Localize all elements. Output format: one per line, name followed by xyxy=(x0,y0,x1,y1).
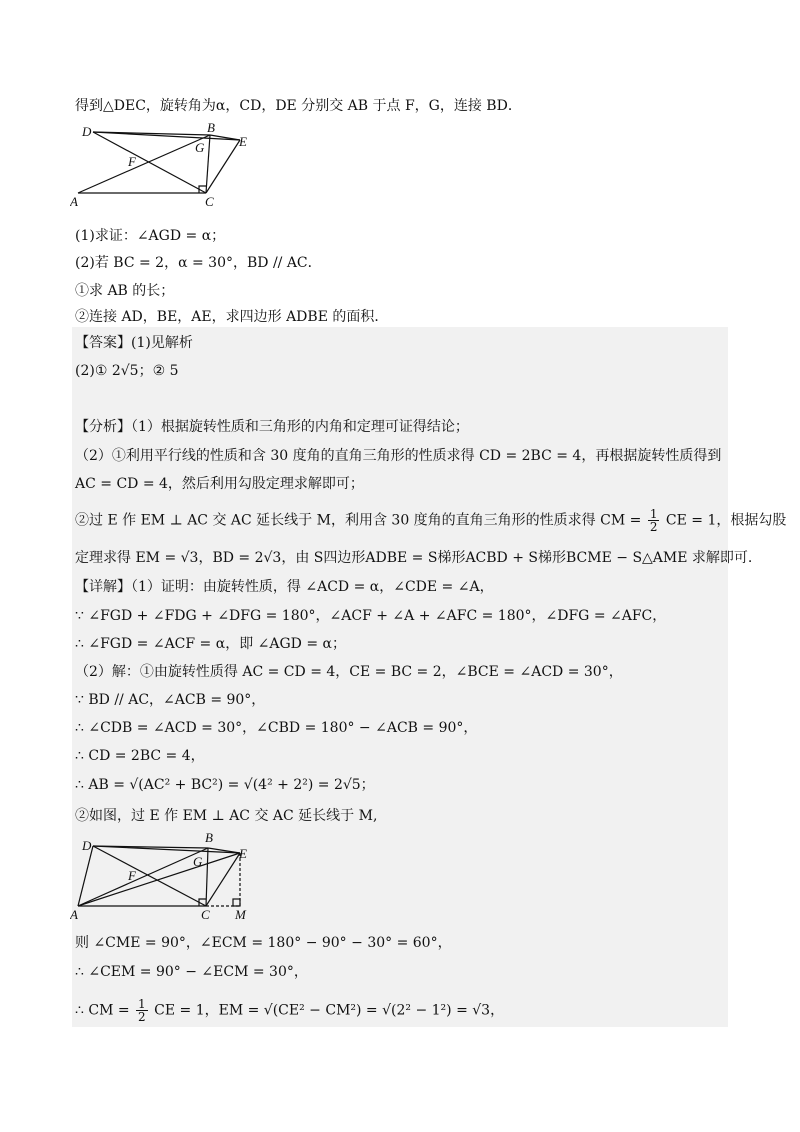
label-E: E xyxy=(239,846,247,861)
seg-CE xyxy=(206,140,240,193)
label-F: F xyxy=(128,154,136,169)
detail-11: ∴ ∠CEM = 90° − ∠ECM = 30°， xyxy=(75,964,308,980)
detail-12-end: CE = 1，EM = √(CE² − CM²) = √(2² − 1²) = √3， xyxy=(154,1002,505,1019)
answer-1: 【答案】(1)见解析 xyxy=(75,335,193,351)
answer-2: (2)① 2√5；② 5 xyxy=(75,363,179,379)
label-D: D xyxy=(82,838,92,853)
analysis-5: 定理求得 EM = √3，BD = 2√3，由 S四边形ADBE = S梯形ACBD + S梯形BCME − S△AME 求解即可. xyxy=(75,550,753,566)
label-F: F xyxy=(128,868,136,883)
label-D: D xyxy=(82,124,92,139)
analysis-4 xyxy=(75,508,786,533)
detail-9: ②如图，过 E 作 EM ⊥ AC 交 AC 延长线于 M, xyxy=(75,808,378,824)
analysis-2: （2）①利用平行线的性质和含 30 度角的直角三角形的性质求得 CD = 2BC = 4，再根据旋转性质得到 xyxy=(75,448,722,464)
detail-2: ∵ ∠FGD + ∠FDG + ∠DFG = 180°，∠ACF + ∠A + ∠AFC = 180°，∠DFG = ∠AFC， xyxy=(75,608,667,624)
detail-6: ∴ ∠CDB = ∠ACD = 30°，∠CBD = 180° − ∠ACB = 90°， xyxy=(75,720,478,736)
question-1: (1)求证：∠AGD = α； xyxy=(75,228,226,244)
label-M: M xyxy=(235,907,246,922)
detail-12-start: ∴ CM = xyxy=(75,1002,130,1019)
detail-7: ∴ CD = 2BC = 4， xyxy=(75,748,205,764)
seg-AD xyxy=(78,846,93,906)
analysis-4-start: ②过 E 作 EM ⊥ AC 交 AC 延长线于 M，利用含 30 度角的直角三角形的性质求得 CM = xyxy=(75,512,642,529)
question-2: (2)若 BC = 2，α = 30°，BD // AC． xyxy=(75,255,322,271)
detail-4: （2）解：①由旋转性质得 AC = CD = 4，CE = BC = 2，∠BCE = ∠ACD = 30°， xyxy=(75,664,623,680)
question-2-part-2: ②连接 AD，BE，AE，求四边形 ADBE 的面积． xyxy=(75,309,389,325)
label-B: B xyxy=(207,120,215,135)
detail-10: 则 ∠CME = 90°，∠ECM = 180° − 90° − 30° = 60°， xyxy=(75,935,452,951)
seg-AE xyxy=(78,853,240,906)
seg-DC xyxy=(93,132,206,193)
detail-8: ∴ AB = √(AC² + BC²) = √(4² + 2²) = 2√5； xyxy=(75,777,375,793)
label-A: A xyxy=(70,194,78,209)
seg-BC xyxy=(206,848,208,906)
seg-DC xyxy=(93,846,206,906)
detail-12 xyxy=(75,998,504,1023)
question-2-part-1: ①求 AB 的长； xyxy=(75,283,175,299)
fraction-half-2: $\frac{1}{2}$ xyxy=(138,997,146,1024)
label-C: C xyxy=(205,194,214,209)
label-B: B xyxy=(205,830,213,845)
seg-CE xyxy=(206,853,240,906)
label-A: A xyxy=(70,907,78,922)
analysis-1: 【分析】（1）根据旋转性质和三角形的内角和定理可证得结论； xyxy=(75,419,469,435)
seg-BC xyxy=(206,135,210,193)
figure-1 xyxy=(70,120,260,212)
detail-5: ∵ BD // AC，∠ACB = 90°， xyxy=(75,692,266,708)
label-G: G xyxy=(195,140,205,155)
label-G: G xyxy=(193,854,203,869)
detail-1: 【详解】（1）证明：由旋转性质，得 ∠ACD = α，∠CDE = ∠A， xyxy=(75,579,494,595)
label-C: C xyxy=(201,907,210,922)
analysis-3: AC = CD = 4，然后利用勾股定理求解即可； xyxy=(75,476,364,492)
analysis-4-end: CE = 1，根据勾股 xyxy=(665,512,787,529)
problem-intro: 得到△DEC，旋转角为α，CD，DE 分别交 AB 于点 F，G，连接 BD． xyxy=(75,98,522,114)
figure-2 xyxy=(70,828,260,924)
detail-3: ∴ ∠FGD = ∠ACF = α，即 ∠AGD = α； xyxy=(75,636,346,652)
right-angle-mark-m xyxy=(233,899,240,906)
label-E: E xyxy=(239,134,247,149)
fraction-half: $\frac{1}{2}$ xyxy=(649,507,658,534)
